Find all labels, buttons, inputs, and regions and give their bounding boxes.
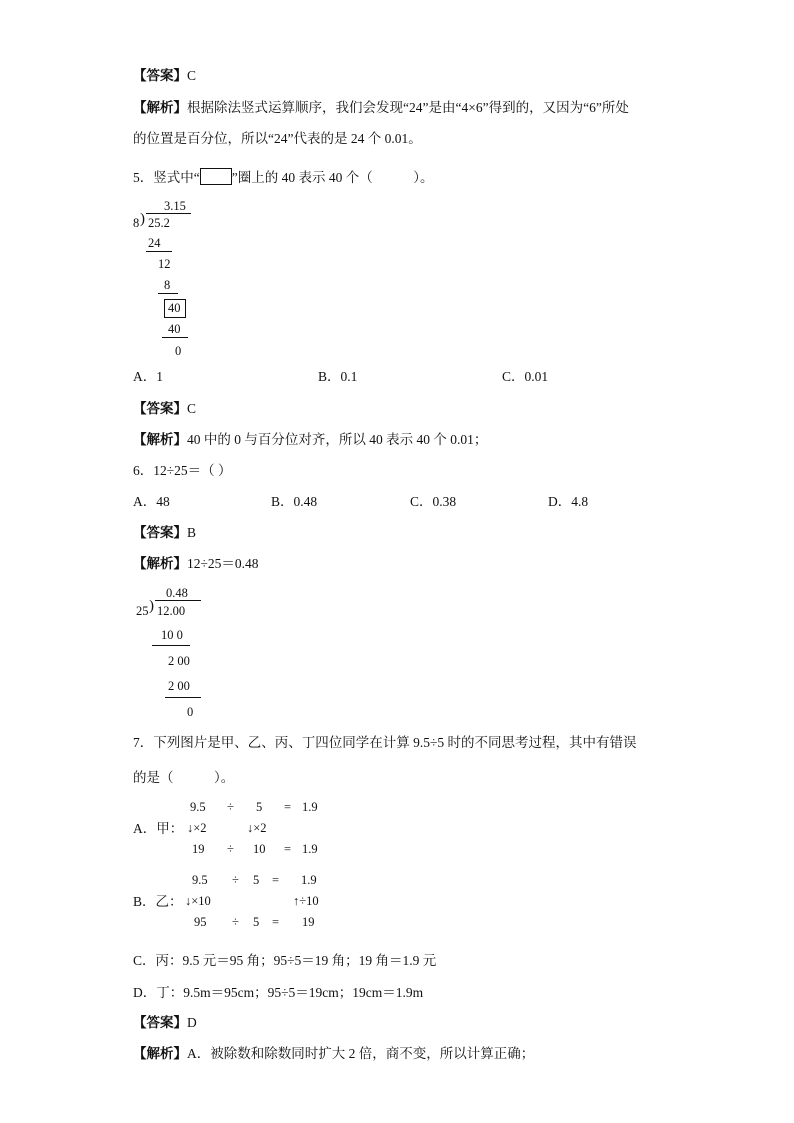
q4-explanation-2: 的位置是百分位，所以“24”代表的是 24 个 0.01。 xyxy=(133,131,422,146)
q7-a-row2-op: ÷ xyxy=(227,842,234,856)
q7-a-row2-divisor: 10 xyxy=(253,842,266,856)
q7-b-row1-eq: = xyxy=(272,873,280,887)
q7-b-row1-dividend: 9.5 xyxy=(192,873,208,887)
q6-option-b: B．0.48 xyxy=(271,494,318,509)
q5-answer: C xyxy=(187,401,197,416)
q7-b-row2-eq: = xyxy=(272,915,280,929)
answer-tag: 【答案】 xyxy=(133,525,187,540)
q5-stem-post: ”圈上的 40 表示 40 个（ ）。 xyxy=(231,170,434,185)
q7-explanation-line xyxy=(133,1046,534,1062)
q7-a-row1-divisor: 5 xyxy=(256,800,263,814)
q7-a-row2-eq: = xyxy=(284,842,292,856)
q7-a-row2-result: 1.9 xyxy=(302,842,318,856)
q6-answer: B xyxy=(187,525,197,540)
q7-a-label: A．甲： xyxy=(133,821,184,836)
q5-step: 40 xyxy=(168,322,181,336)
q7-b-row2-divisor: 5 xyxy=(253,915,260,929)
q6-dividend: 12.00 xyxy=(157,604,186,618)
q4-explanation-line-1 xyxy=(133,100,629,116)
q5-stem xyxy=(133,168,434,186)
q5-step: 8 xyxy=(164,278,171,292)
q5-step: 24 xyxy=(148,236,161,250)
q7-b-row1-divisor: 5 xyxy=(253,873,260,887)
q6-option-c: C．0.38 xyxy=(410,494,457,509)
q7-a-row1-result: 1.9 xyxy=(302,800,318,814)
explanation-tag: 【解析】 xyxy=(133,556,187,571)
q5-option-b: B．0.1 xyxy=(318,369,358,384)
q7-answer: D xyxy=(187,1015,197,1030)
q5-explanation-line xyxy=(133,432,487,448)
q5-remainder: 0 xyxy=(175,344,182,358)
q7-option-d: D．丁：9.5m＝95cm；95÷5＝19cm；19cm＝1.9m xyxy=(133,985,424,1000)
q7-b-arrow-2: ↑÷10 xyxy=(293,894,319,908)
q7-b-row1-op: ÷ xyxy=(232,873,239,887)
q5-stem-pre: 5．竖式中“ xyxy=(133,170,200,185)
q5-division-bar xyxy=(146,213,191,214)
q7-a-row1-op: ÷ xyxy=(227,800,234,814)
q6-answer-line xyxy=(133,525,196,541)
q5-answer-line xyxy=(133,401,196,417)
q6-division-bracket: ) xyxy=(149,598,154,614)
q5-step-line xyxy=(162,337,188,338)
q6-option-a: A．48 xyxy=(133,494,170,509)
q7-b-row2-dividend: 95 xyxy=(194,915,207,929)
q7-a-row1-eq: = xyxy=(284,800,292,814)
q7-b-row2-result: 19 xyxy=(302,915,315,929)
q7-a-arrow-1: ↓×2 xyxy=(187,821,207,835)
q7-a-row1-dividend: 9.5 xyxy=(190,800,206,814)
q7-b-row1-result: 1.9 xyxy=(301,873,317,887)
q7-option-c: C．丙：9.5 元＝95 角；95÷5＝19 角；19 角＝1.9 元 xyxy=(133,953,437,968)
q5-option-c: C．0.01 xyxy=(502,369,549,384)
q7-stem-line-1: 7．下列图片是甲、乙、丙、丁四位同学在计算 9.5÷5 时的不同思考过程，其中有错误 xyxy=(133,735,637,750)
q6-remainder: 0 xyxy=(187,705,194,719)
q6-option-d: D．4.8 xyxy=(548,494,589,509)
q7-stem-line-2: 的是（ ）。 xyxy=(133,770,235,785)
q6-quotient: 0.48 xyxy=(166,586,188,600)
q6-step: 10 0 xyxy=(161,628,183,642)
q7-answer-line xyxy=(133,1015,197,1031)
q5-stem-blank-box xyxy=(200,168,232,185)
answer-tag: 【答案】 xyxy=(133,68,187,83)
q7-b-label: B．乙： xyxy=(133,894,183,909)
q5-explanation: 40 中的 0 与百分位对齐，所以 40 表示 40 个 0.01； xyxy=(187,432,488,447)
q6-stem: 6．12÷25＝（ ） xyxy=(133,463,232,478)
q6-explanation-line xyxy=(133,556,259,572)
q5-step-line xyxy=(158,293,178,294)
explanation-tag: 【解析】 xyxy=(133,432,187,447)
explanation-tag: 【解析】 xyxy=(133,1046,187,1061)
q4-explanation-1: 根据除法竖式运算顺序，我们会发现“24”是由“4×6”得到的，又因为“6”所处 xyxy=(187,100,629,115)
q4-answer-line xyxy=(133,68,196,84)
q5-divisor: 8 xyxy=(133,216,140,230)
q5-step-line xyxy=(146,251,172,252)
q6-division-bar xyxy=(155,600,201,601)
q6-explanation: 12÷25＝0.48 xyxy=(187,556,259,571)
q6-step: 2 00 xyxy=(168,654,190,668)
answer-tag: 【答案】 xyxy=(133,401,187,416)
q5-quotient: 3.15 xyxy=(164,199,186,213)
q7-b-row2-op: ÷ xyxy=(232,915,239,929)
q6-step-line xyxy=(165,697,201,698)
q5-option-a: A．1 xyxy=(133,369,163,384)
answer-tag: 【答案】 xyxy=(133,1015,187,1030)
q5-step-boxed: 40 xyxy=(168,301,181,315)
q6-step: 2 00 xyxy=(168,679,190,693)
explanation-tag: 【解析】 xyxy=(133,100,187,115)
q5-dividend: 25.2 xyxy=(148,216,170,230)
q7-b-arrow-1: ↓×10 xyxy=(185,894,211,908)
q5-step: 12 xyxy=(158,257,171,271)
q7-a-row2-dividend: 19 xyxy=(192,842,205,856)
q5-division-bracket: ) xyxy=(140,211,145,227)
q7-explanation: A．被除数和除数同时扩大 2 倍，商不变，所以计算正确； xyxy=(187,1046,535,1061)
q7-a-arrow-2: ↓×2 xyxy=(247,821,267,835)
q4-answer: C xyxy=(187,68,197,83)
q6-step-line xyxy=(152,645,190,646)
q6-divisor: 25 xyxy=(136,604,149,618)
